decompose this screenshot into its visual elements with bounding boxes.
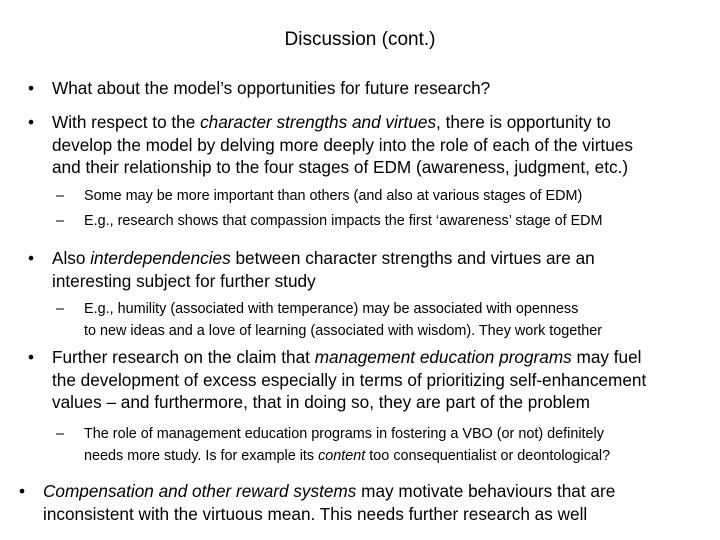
bullet-text-line: With respect to the character strengths and virtues, there is opportunity to (52, 112, 611, 132)
bullet-text-line: values – and furthermore, that in doing so, they are part of the problem (52, 392, 590, 412)
bullet-text-line: the development of excess especially in terms of prioritizing self-enhancement (52, 369, 647, 390)
dash-icon: – (56, 301, 65, 317)
bullet-text-line: Further research on the claim that management education programs may fuel (52, 347, 642, 367)
dash-icon: – (56, 213, 65, 229)
bullet-text-line: develop the model by delving more deeply into the role of each of the virtues (52, 134, 633, 155)
bullet-icon: • (28, 347, 35, 367)
bullet-icon: • (28, 78, 35, 98)
emphasis-text: interdependencies (90, 248, 231, 268)
slide-title: Discussion (cont.) (284, 29, 436, 50)
sub-bullet-text: Some may be more important than others (and also at various stages of EDM) (84, 188, 583, 204)
sub-bullet-text-line: needs more study. Is for example its content too consequentialist or deontological? (84, 448, 611, 464)
emphasis-text: management education programs (314, 347, 572, 367)
emphasis-text: content (318, 448, 366, 464)
bullet-icon: • (19, 481, 26, 501)
bullet-text-line: and their relationship to the four stages of EDM (awareness, judgment, etc.) (52, 157, 629, 177)
sub-bullet-text-line: The role of management education programs in fostering a VBO (or not) definitely (84, 426, 604, 442)
dash-icon: – (56, 188, 65, 204)
emphasis-text: Compensation and other reward systems (43, 481, 357, 501)
emphasis-text: character strengths and virtues (200, 112, 437, 132)
sub-bullet-text: E.g., research shows that compassion impacts the first ‘awareness’ stage of EDM (84, 213, 603, 229)
sub-bullet-text-line: E.g., humility (associated with temperance) may be associated with openness (84, 301, 579, 317)
bullet-icon: • (28, 112, 35, 132)
dash-icon: – (56, 426, 65, 442)
sub-bullet-text-line: to new ideas and a love of learning (associated with wisdom). They work together (84, 323, 603, 339)
bullet-text-line: Also interdependencies between character strengths and virtues are an (52, 248, 595, 268)
bullet-text: What about the model’s opportunities for future research? (52, 78, 491, 98)
bullet-icon: • (28, 248, 35, 268)
bullet-text-line: interesting subject for further study (52, 270, 316, 291)
bullet-text-line: Compensation and other reward systems may motivate behaviours that are (43, 481, 616, 501)
bullet-text-line: inconsistent with the virtuous mean. This needs further research as well (43, 503, 588, 524)
